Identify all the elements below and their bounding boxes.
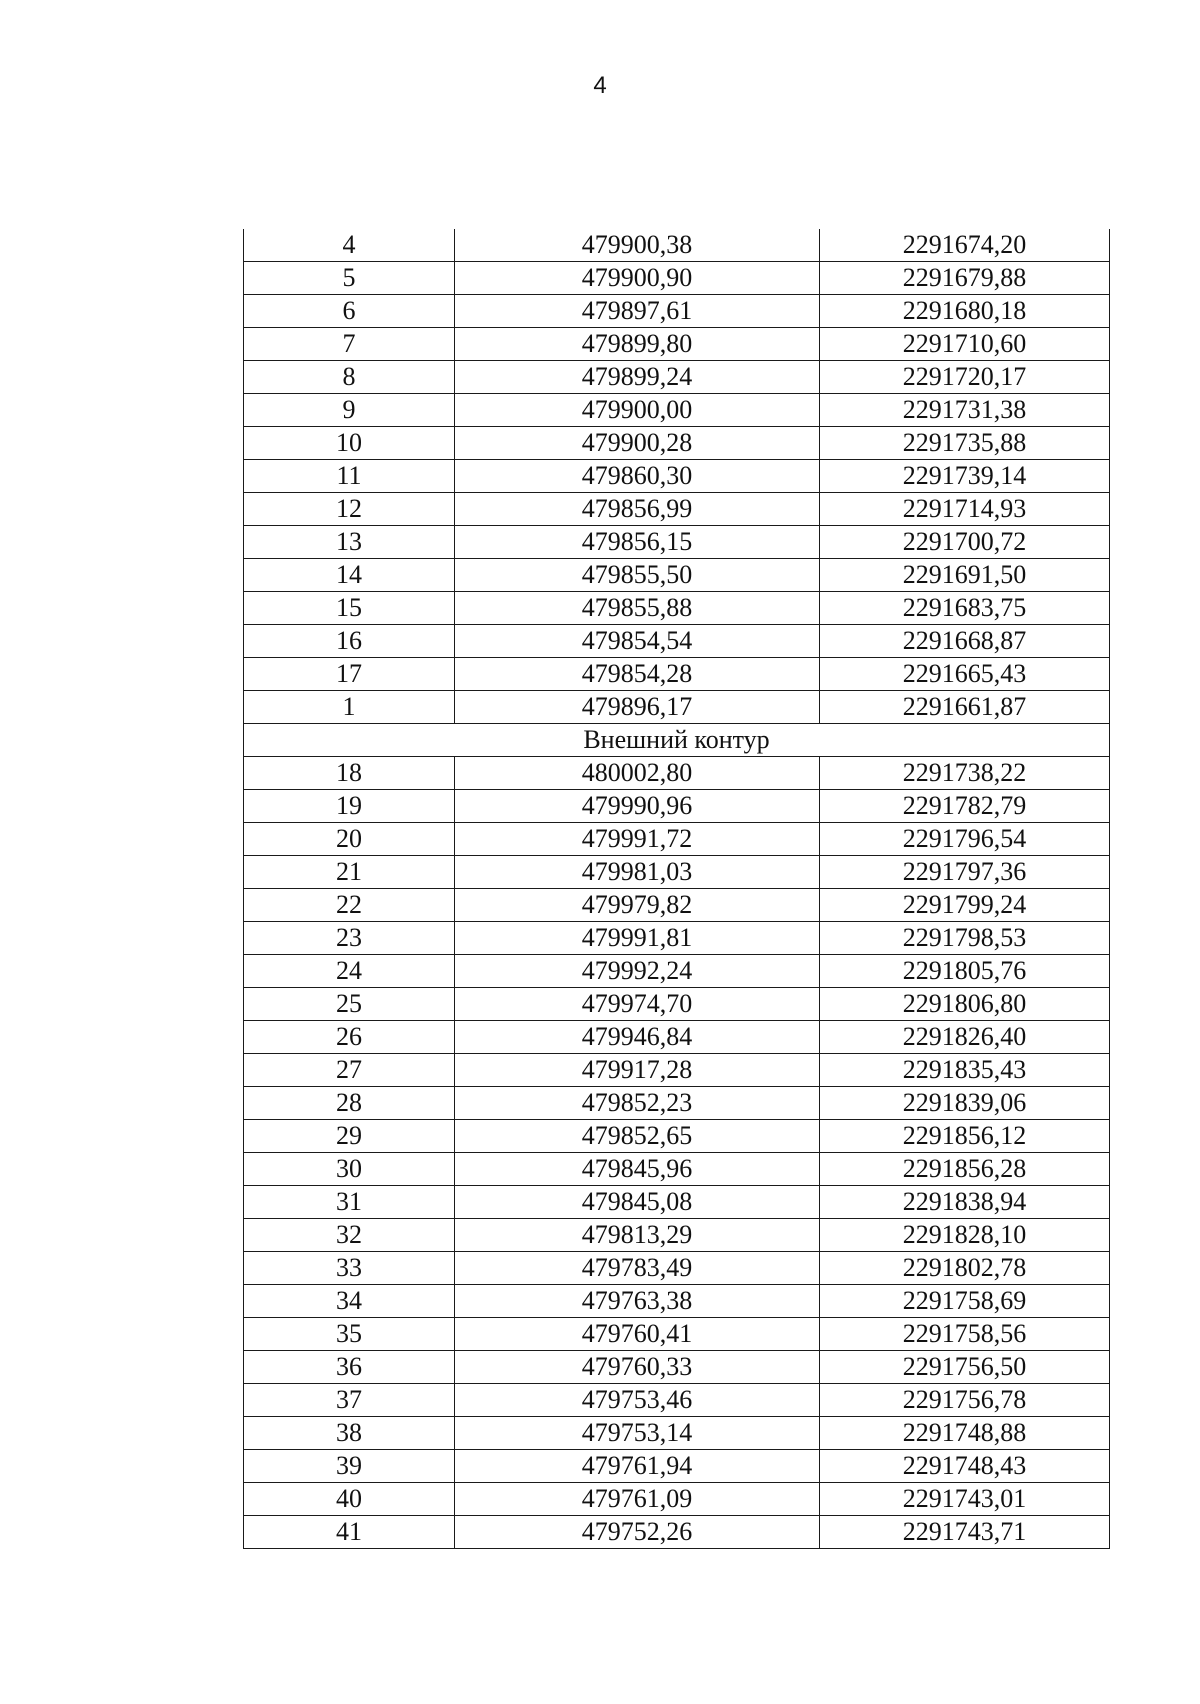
table-row (244, 460, 1110, 493)
y-coordinate-cell: 2291782,79 (820, 790, 1110, 823)
table-row (244, 1516, 1110, 1549)
point-number-cell: 40 (244, 1483, 455, 1516)
table-row (244, 1087, 1110, 1120)
x-coordinate-cell: 479856,15 (455, 526, 820, 559)
point-number-cell: 22 (244, 889, 455, 922)
y-coordinate-cell: 2291700,72 (820, 526, 1110, 559)
table-row (244, 790, 1110, 823)
point-number-cell: 26 (244, 1021, 455, 1054)
y-coordinate-cell: 2291674,20 (820, 229, 1110, 262)
point-number-cell: 15 (244, 592, 455, 625)
table-row (244, 1384, 1110, 1417)
table-row (244, 361, 1110, 394)
y-coordinate-cell: 2291739,14 (820, 460, 1110, 493)
x-coordinate-cell: 479852,23 (455, 1087, 820, 1120)
table-row (244, 1054, 1110, 1087)
x-coordinate-cell: 479845,96 (455, 1153, 820, 1186)
table-row (244, 1186, 1110, 1219)
point-number-cell: 19 (244, 790, 455, 823)
table-row (244, 427, 1110, 460)
table-row (244, 1285, 1110, 1318)
table-row (244, 262, 1110, 295)
x-coordinate-cell: 479990,96 (455, 790, 820, 823)
x-coordinate-cell: 479761,94 (455, 1450, 820, 1483)
y-coordinate-cell: 2291748,43 (820, 1450, 1110, 1483)
x-coordinate-cell: 479855,50 (455, 559, 820, 592)
x-coordinate-cell: 479761,09 (455, 1483, 820, 1516)
x-coordinate-cell: 479917,28 (455, 1054, 820, 1087)
x-coordinate-cell: 479845,08 (455, 1186, 820, 1219)
y-coordinate-cell: 2291738,22 (820, 757, 1110, 790)
x-coordinate-cell: 479897,61 (455, 295, 820, 328)
point-number-cell: 24 (244, 955, 455, 988)
table-row (244, 922, 1110, 955)
x-coordinate-cell: 479979,82 (455, 889, 820, 922)
point-number-cell: 38 (244, 1417, 455, 1450)
table-row (244, 394, 1110, 427)
x-coordinate-cell: 479896,17 (455, 691, 820, 724)
y-coordinate-cell: 2291856,12 (820, 1120, 1110, 1153)
x-coordinate-cell: 479981,03 (455, 856, 820, 889)
point-number-cell: 12 (244, 493, 455, 526)
x-coordinate-cell: 480002,80 (455, 757, 820, 790)
point-number-cell: 11 (244, 460, 455, 493)
x-coordinate-cell: 479856,99 (455, 493, 820, 526)
y-coordinate-cell: 2291828,10 (820, 1219, 1110, 1252)
y-coordinate-cell: 2291720,17 (820, 361, 1110, 394)
section-header-row (244, 724, 1110, 757)
point-number-cell: 5 (244, 262, 455, 295)
point-number-cell: 8 (244, 361, 455, 394)
x-coordinate-cell: 479991,81 (455, 922, 820, 955)
x-coordinate-cell: 479991,72 (455, 823, 820, 856)
table-row (244, 823, 1110, 856)
x-coordinate-cell: 479854,54 (455, 625, 820, 658)
table-row (244, 1252, 1110, 1285)
point-number-cell: 30 (244, 1153, 455, 1186)
table-row (244, 559, 1110, 592)
y-coordinate-cell: 2291679,88 (820, 262, 1110, 295)
table-row (244, 691, 1110, 724)
y-coordinate-cell: 2291856,28 (820, 1153, 1110, 1186)
point-number-cell: 33 (244, 1252, 455, 1285)
y-coordinate-cell: 2291799,24 (820, 889, 1110, 922)
y-coordinate-cell: 2291758,56 (820, 1318, 1110, 1351)
point-number-cell: 31 (244, 1186, 455, 1219)
point-number-cell: 21 (244, 856, 455, 889)
y-coordinate-cell: 2291796,54 (820, 823, 1110, 856)
y-coordinate-cell: 2291826,40 (820, 1021, 1110, 1054)
x-coordinate-cell: 479899,24 (455, 361, 820, 394)
x-coordinate-cell: 479852,65 (455, 1120, 820, 1153)
y-coordinate-cell: 2291806,80 (820, 988, 1110, 1021)
y-coordinate-cell: 2291683,75 (820, 592, 1110, 625)
point-number-cell: 41 (244, 1516, 455, 1549)
x-coordinate-cell: 479899,80 (455, 328, 820, 361)
point-number-cell: 16 (244, 625, 455, 658)
x-coordinate-cell: 479946,84 (455, 1021, 820, 1054)
table-row (244, 1219, 1110, 1252)
x-coordinate-cell: 479753,46 (455, 1384, 820, 1417)
table-row (244, 757, 1110, 790)
point-number-cell: 17 (244, 658, 455, 691)
table-row (244, 1153, 1110, 1186)
point-number-cell: 9 (244, 394, 455, 427)
table-row (244, 856, 1110, 889)
table-row (244, 328, 1110, 361)
point-number-cell: 20 (244, 823, 455, 856)
table-row (244, 1417, 1110, 1450)
y-coordinate-cell: 2291838,94 (820, 1186, 1110, 1219)
y-coordinate-cell: 2291668,87 (820, 625, 1110, 658)
x-coordinate-cell: 479760,33 (455, 1351, 820, 1384)
y-coordinate-cell: 2291743,01 (820, 1483, 1110, 1516)
point-number-cell: 37 (244, 1384, 455, 1417)
y-coordinate-cell: 2291798,53 (820, 922, 1110, 955)
point-number-cell: 39 (244, 1450, 455, 1483)
table-row (244, 955, 1110, 988)
point-number-cell: 23 (244, 922, 455, 955)
point-number-cell: 36 (244, 1351, 455, 1384)
y-coordinate-cell: 2291797,36 (820, 856, 1110, 889)
table-row (244, 1450, 1110, 1483)
table-row (244, 625, 1110, 658)
point-number-cell: 25 (244, 988, 455, 1021)
y-coordinate-cell: 2291710,60 (820, 328, 1110, 361)
x-coordinate-cell: 479763,38 (455, 1285, 820, 1318)
y-coordinate-cell: 2291665,43 (820, 658, 1110, 691)
point-number-cell: 13 (244, 526, 455, 559)
x-coordinate-cell: 479760,41 (455, 1318, 820, 1351)
y-coordinate-cell: 2291805,76 (820, 955, 1110, 988)
x-coordinate-cell: 479900,90 (455, 262, 820, 295)
page-number: 4 (593, 72, 607, 99)
point-number-cell: 29 (244, 1120, 455, 1153)
table-row (244, 592, 1110, 625)
table-row (244, 493, 1110, 526)
y-coordinate-cell: 2291743,71 (820, 1516, 1110, 1549)
y-coordinate-cell: 2291731,38 (820, 394, 1110, 427)
table-row (244, 1021, 1110, 1054)
table-row (244, 988, 1110, 1021)
x-coordinate-cell: 479854,28 (455, 658, 820, 691)
point-number-cell: 18 (244, 757, 455, 790)
y-coordinate-cell: 2291691,50 (820, 559, 1110, 592)
x-coordinate-cell: 479900,00 (455, 394, 820, 427)
coordinates-table-body (244, 229, 1110, 1549)
x-coordinate-cell: 479992,24 (455, 955, 820, 988)
table-row (244, 1318, 1110, 1351)
y-coordinate-cell: 2291802,78 (820, 1252, 1110, 1285)
x-coordinate-cell: 479900,28 (455, 427, 820, 460)
y-coordinate-cell: 2291748,88 (820, 1417, 1110, 1450)
point-number-cell: 4 (244, 229, 455, 262)
y-coordinate-cell: 2291756,78 (820, 1384, 1110, 1417)
table-row (244, 526, 1110, 559)
y-coordinate-cell: 2291756,50 (820, 1351, 1110, 1384)
x-coordinate-cell: 479855,88 (455, 592, 820, 625)
x-coordinate-cell: 479813,29 (455, 1219, 820, 1252)
x-coordinate-cell: 479860,30 (455, 460, 820, 493)
table-row (244, 295, 1110, 328)
point-number-cell: 14 (244, 559, 455, 592)
y-coordinate-cell: 2291661,87 (820, 691, 1110, 724)
x-coordinate-cell: 479783,49 (455, 1252, 820, 1285)
x-coordinate-cell: 479900,38 (455, 229, 820, 262)
x-coordinate-cell: 479974,70 (455, 988, 820, 1021)
point-number-cell: 7 (244, 328, 455, 361)
coordinates-table (243, 229, 1110, 1549)
table-row (244, 1483, 1110, 1516)
point-number-cell: 32 (244, 1219, 455, 1252)
table-row (244, 889, 1110, 922)
point-number-cell: 10 (244, 427, 455, 460)
x-coordinate-cell: 479752,26 (455, 1516, 820, 1549)
point-number-cell: 1 (244, 691, 455, 724)
point-number-cell: 34 (244, 1285, 455, 1318)
table-row (244, 1351, 1110, 1384)
y-coordinate-cell: 2291839,06 (820, 1087, 1110, 1120)
y-coordinate-cell: 2291735,88 (820, 427, 1110, 460)
point-number-cell: 28 (244, 1087, 455, 1120)
table-row (244, 658, 1110, 691)
x-coordinate-cell: 479753,14 (455, 1417, 820, 1450)
table-row (244, 229, 1110, 262)
y-coordinate-cell: 2291835,43 (820, 1054, 1110, 1087)
y-coordinate-cell: 2291758,69 (820, 1285, 1110, 1318)
y-coordinate-cell: 2291714,93 (820, 493, 1110, 526)
y-coordinate-cell: 2291680,18 (820, 295, 1110, 328)
point-number-cell: 27 (244, 1054, 455, 1087)
table-row (244, 1120, 1110, 1153)
point-number-cell: 6 (244, 295, 455, 328)
point-number-cell: 35 (244, 1318, 455, 1351)
section-label-outer-contour: Внешний контур (244, 724, 1110, 757)
